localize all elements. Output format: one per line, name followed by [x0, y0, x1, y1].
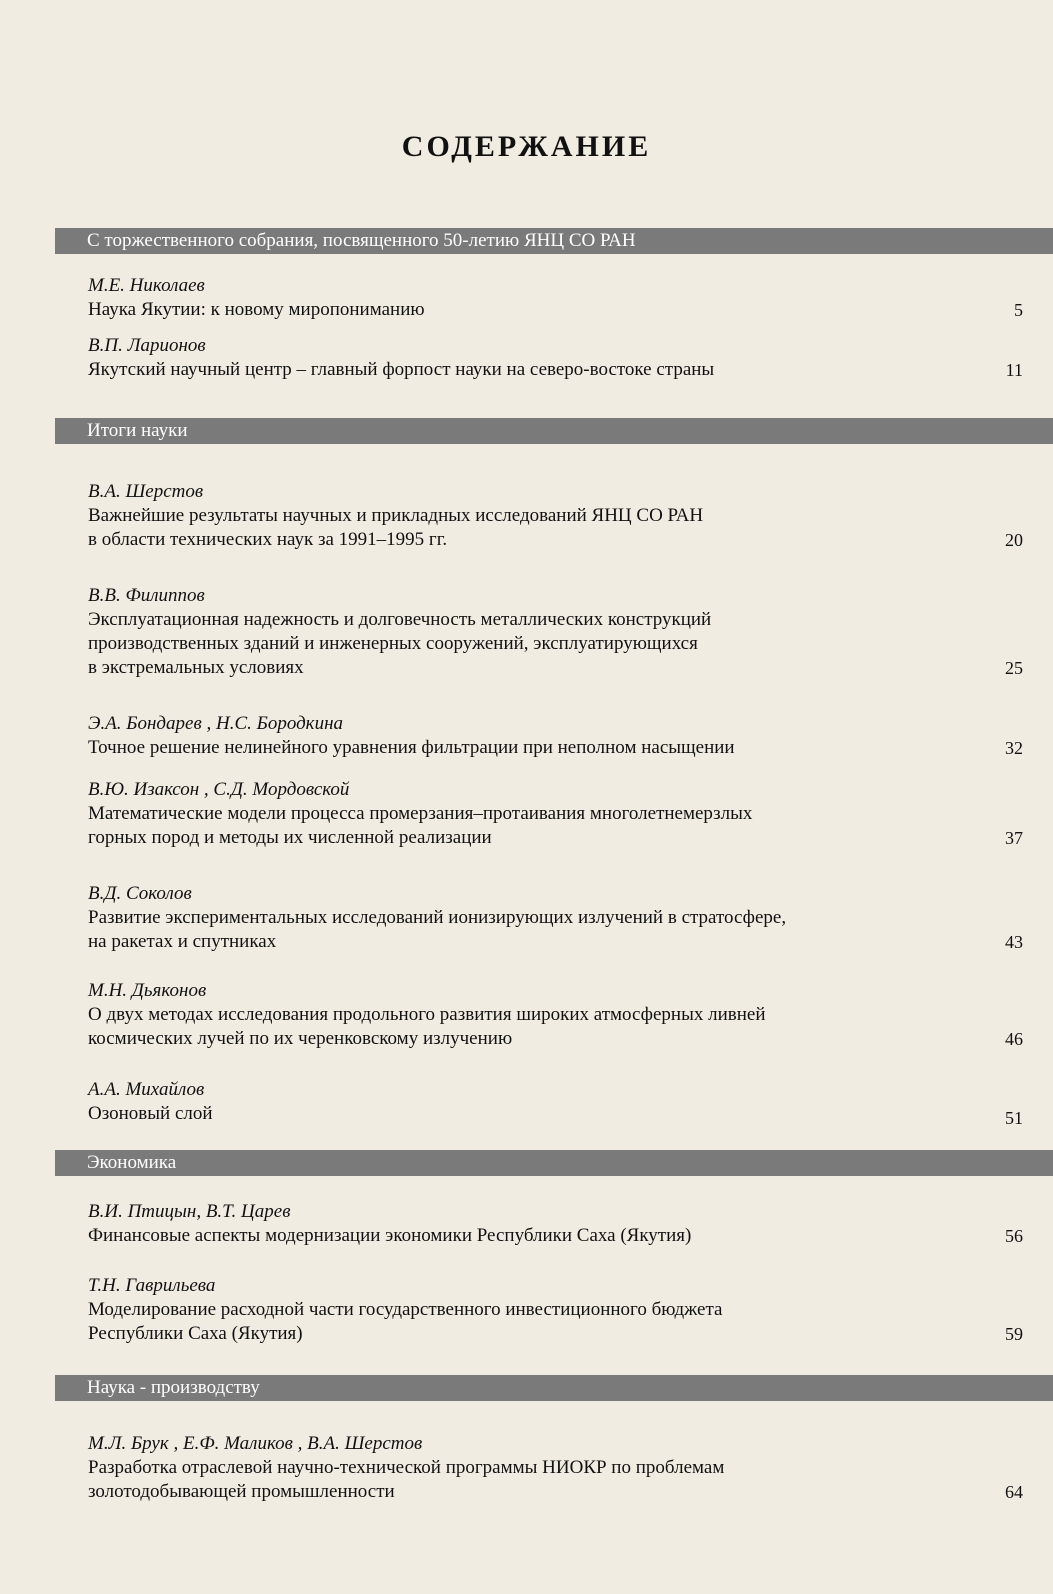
entry-title-line: горных пород и методы их численной реализации — [88, 827, 492, 848]
entry-author: Т.Н. Гаврильева — [88, 1275, 216, 1296]
entry-author: Э.А. Бондарев , Н.С. Бородкина — [88, 713, 343, 734]
entry-title-line: О двух методах исследования продольного развития широких атмосферных ливней — [88, 1004, 766, 1025]
entry-title-line: золотодобывающей промышленности — [88, 1481, 395, 1502]
entry-title-line: в экстремальных условиях — [88, 657, 304, 678]
toc-entry[interactable] — [88, 480, 1023, 552]
entry-page-number: 5 — [1014, 300, 1023, 320]
entry-page-number: 59 — [1005, 1324, 1023, 1344]
section-heading: Экономика — [55, 1150, 1053, 1176]
toc-entry[interactable] — [88, 274, 1023, 322]
page-title: СОДЕРЖАНИЕ — [401, 130, 652, 163]
entry-title-line: космических лучей по их черенковскому излучению — [88, 1028, 513, 1049]
entry-title-line: Эксплуатационная надежность и долговечность металлических конструкций — [88, 609, 712, 630]
toc-entry[interactable] — [88, 1200, 1023, 1248]
toc-entry[interactable] — [88, 334, 1023, 382]
entry-title-line: Республики Саха (Якутия) — [88, 1323, 303, 1344]
entry-title-line: производственных зданий и инженерных сооружений, эксплуатирующихся — [88, 633, 698, 654]
toc-entry[interactable] — [88, 712, 1023, 760]
entry-title-line: Финансовые аспекты модернизации экономики Республики Саха (Якутия) — [88, 1225, 692, 1246]
entry-author: М.Е. Николаев — [88, 275, 205, 296]
entry-title-line: Наука Якутии: к новому миропониманию — [88, 299, 425, 320]
entry-author: М.Н. Дьяконов — [88, 980, 207, 1001]
entry-author: В.П. Ларионов — [88, 335, 206, 356]
entry-author: В.В. Филиппов — [88, 585, 205, 606]
toc-entry[interactable] — [88, 1432, 1023, 1504]
entry-author: М.Л. Брук , Е.Ф. Маликов , В.А. Шерстов — [88, 1433, 423, 1454]
entry-page-number: 32 — [1005, 738, 1023, 758]
entry-title-line: Математические модели процесса промерзания–протаивания многолетнемерзлых — [88, 803, 753, 824]
entry-title-line: Озоновый слой — [88, 1103, 213, 1124]
entry-title-line: Разработка отраслевой научно-технической программы НИОКР по проблемам — [88, 1457, 725, 1478]
toc-entry[interactable] — [88, 1078, 1023, 1126]
entry-author: В.А. Шерстов — [88, 481, 204, 502]
entry-title-line: Развитие экспериментальных исследований ионизирующих излучений в стратосфере, — [88, 907, 787, 928]
entry-title-line: на ракетах и спутниках — [88, 931, 277, 952]
toc-entry[interactable] — [88, 979, 1023, 1051]
entry-page-number: 51 — [1005, 1108, 1023, 1128]
entry-author: В.Ю. Изаксон , С.Д. Мордовской — [88, 779, 350, 800]
entry-title-line: Точное решение нелинейного уравнения фильтрации при неполном насыщении — [88, 737, 735, 758]
entry-page-number: 46 — [1005, 1029, 1023, 1049]
section-heading: С торжественного собрания, посвященного 50-летию ЯНЦ СО РАН — [55, 228, 1053, 254]
entry-page-number: 11 — [1005, 360, 1023, 380]
entry-title-line: в области технических наук за 1991–1995 гг. — [88, 529, 448, 550]
entry-title-line: Моделирование расходной части государственного инвестиционного бюджета — [88, 1299, 723, 1320]
entry-title-line: Важнейшие результаты научных и прикладных исследований ЯНЦ СО РАН — [88, 505, 704, 526]
entry-page-number: 56 — [1005, 1226, 1023, 1246]
toc-entry[interactable] — [88, 778, 1023, 850]
entry-author: В.И. Птицын, В.Т. Царев — [88, 1201, 291, 1222]
toc-entry[interactable] — [88, 882, 1023, 954]
section-heading: Итоги науки — [55, 418, 1053, 444]
entry-page-number: 43 — [1005, 932, 1023, 952]
toc-entry[interactable] — [88, 584, 1023, 680]
entry-page-number: 20 — [1005, 530, 1023, 550]
section-heading: Наука - производству — [55, 1375, 1053, 1401]
entry-page-number: 37 — [1005, 828, 1023, 848]
entry-title-line: Якутский научный центр – главный форпост науки на северо-востоке страны — [88, 359, 715, 380]
entry-author: А.А. Михайлов — [88, 1079, 205, 1100]
entry-page-number: 64 — [1005, 1482, 1023, 1502]
toc-entry[interactable] — [88, 1274, 1023, 1346]
entry-author: В.Д. Соколов — [88, 883, 192, 904]
entry-page-number: 25 — [1005, 658, 1023, 678]
